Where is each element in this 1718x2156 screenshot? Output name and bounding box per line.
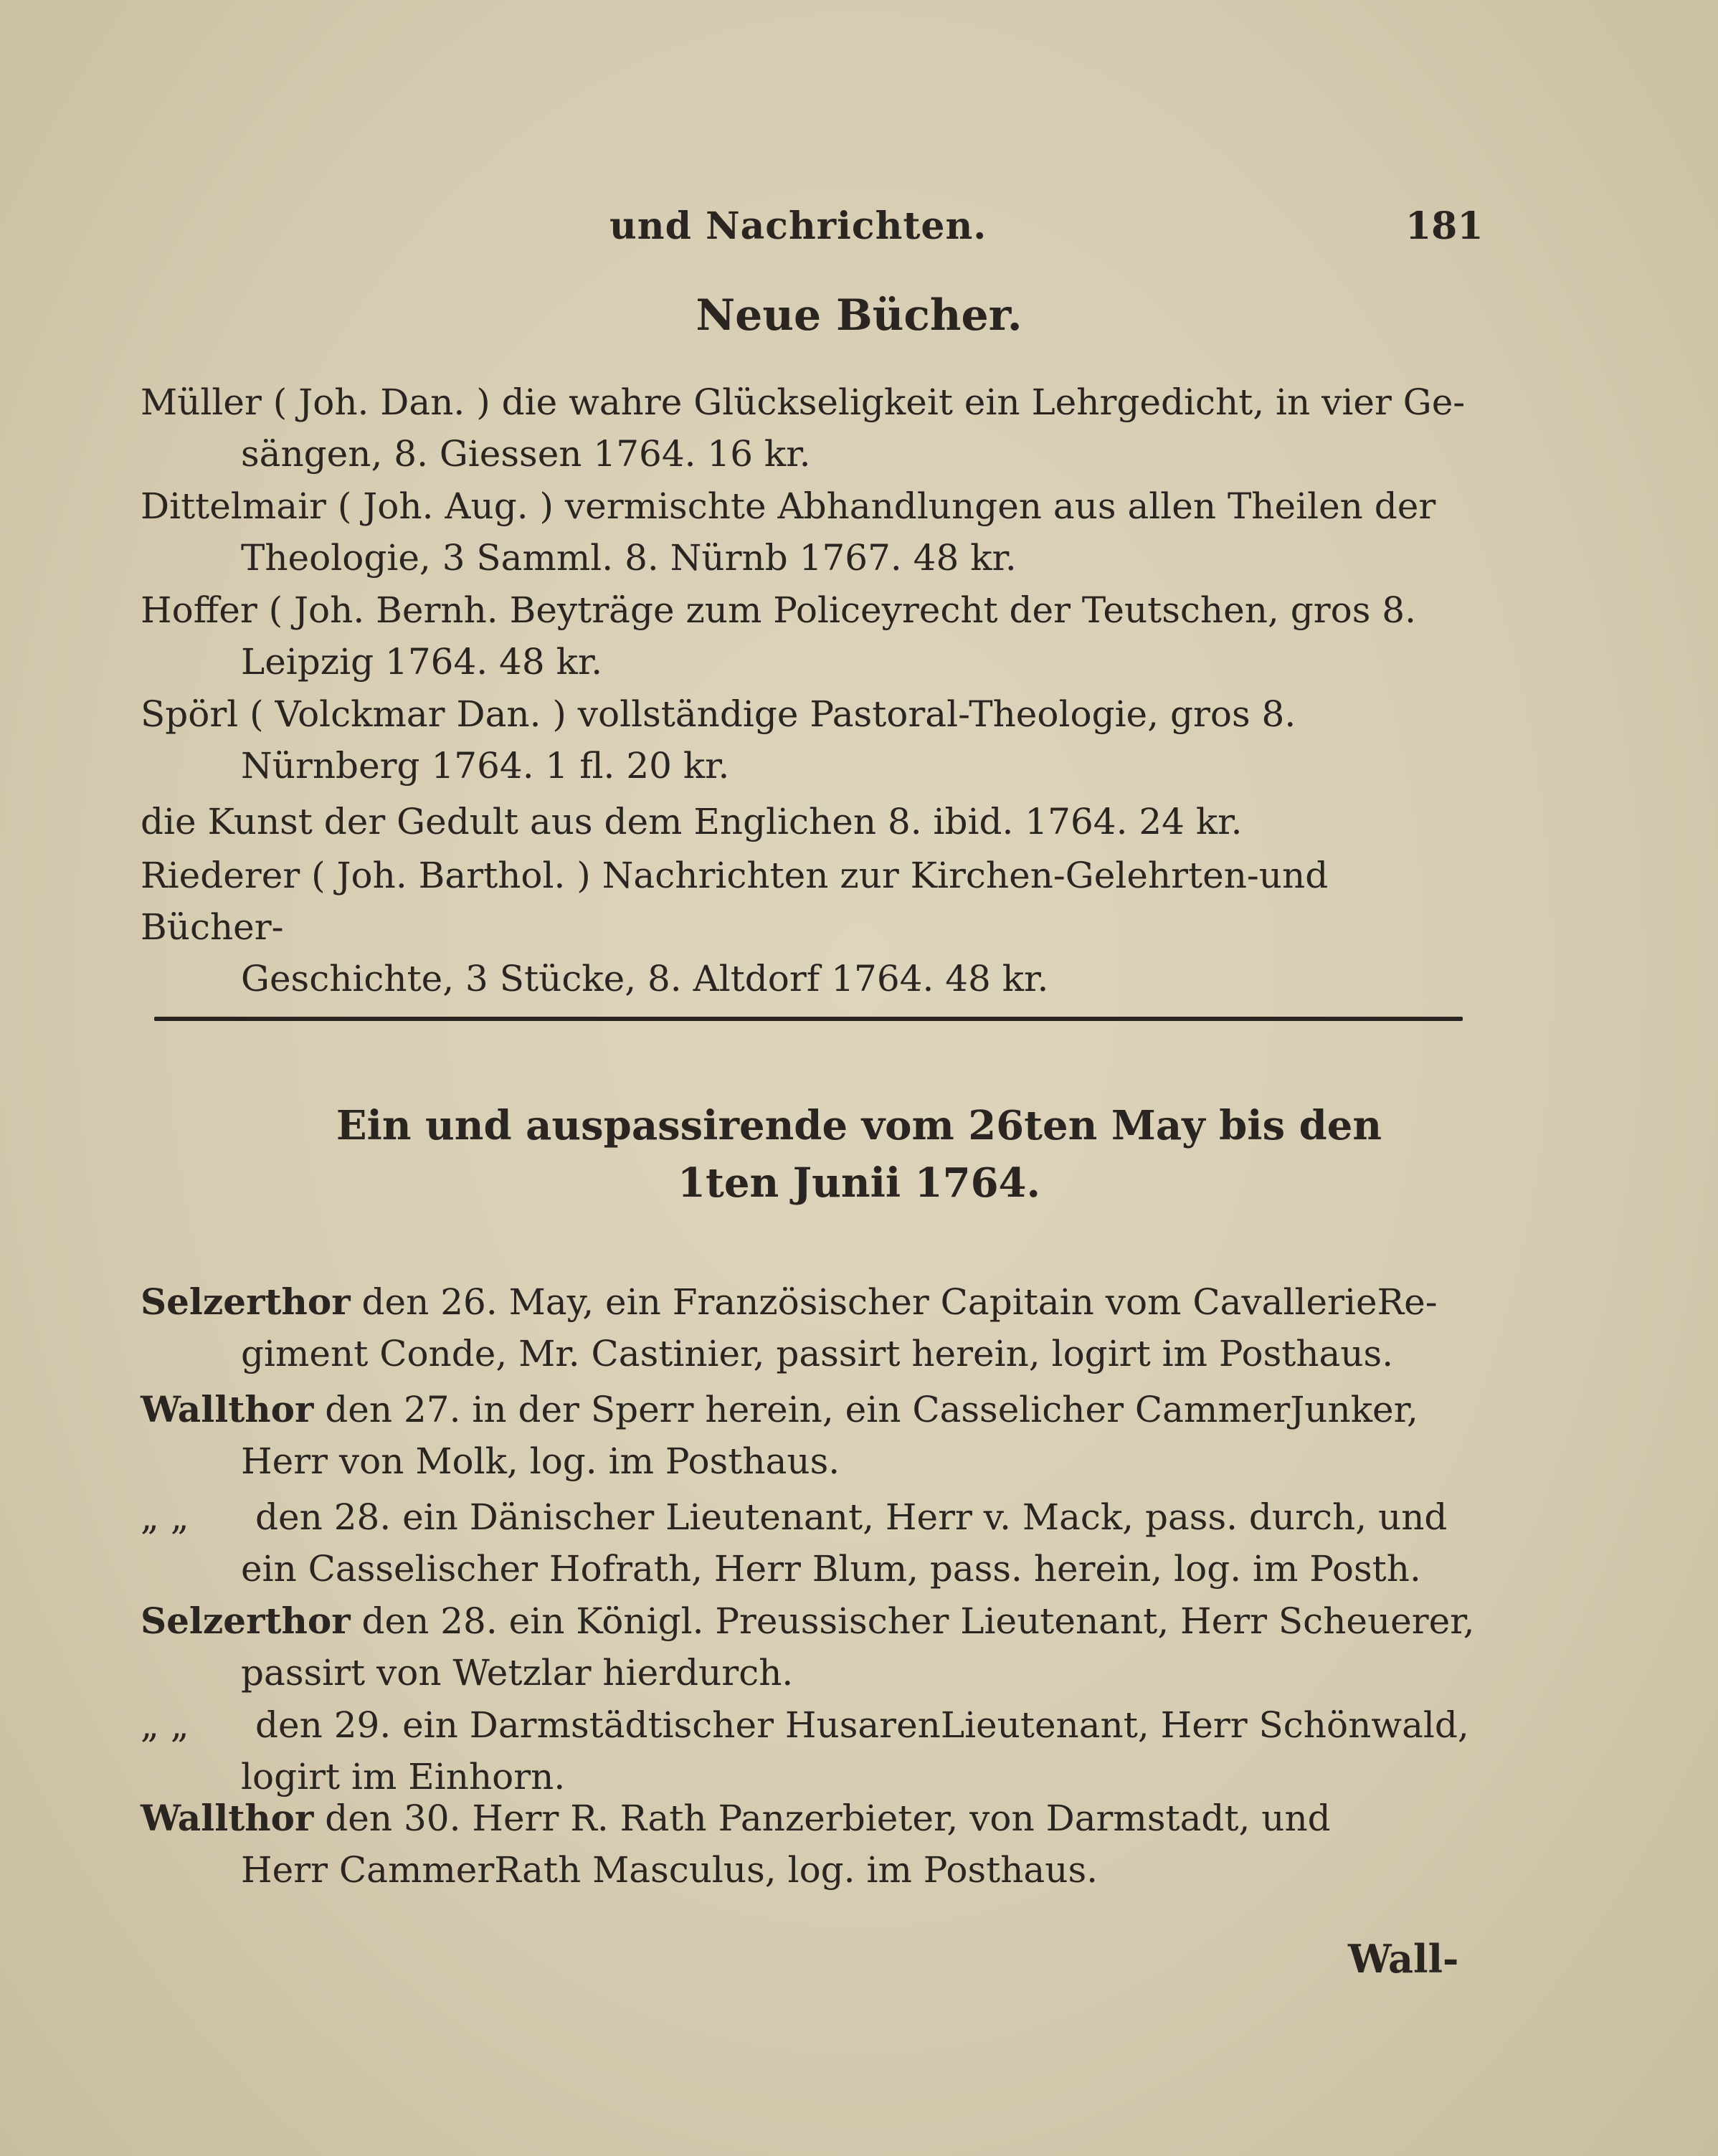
- book-entry: [141, 480, 1481, 584]
- book-entry: [141, 376, 1481, 480]
- arrival-gate: Selzerthor: [141, 1600, 351, 1642]
- arrival-entry-line1: den 26. May, ein Französischer Capitain vom CavallerieRe-: [361, 1281, 1438, 1323]
- book-entry-line2: Nürnberg 1764. 1 fl. 20 kr.: [241, 745, 730, 787]
- ditto-marks: „ „: [141, 1496, 189, 1538]
- arrival-entry-line2: Herr CammerRath Masculus, log. im Posthaus.: [241, 1849, 1098, 1891]
- arrival-entry-line2: Herr von Molk, log. im Posthaus.: [241, 1440, 840, 1482]
- book-entry-line1: Dittelmair ( Joh. Aug. ) vermischte Abhandlungen aus allen Theilen der: [141, 485, 1436, 527]
- arrival-entry: [141, 1384, 1481, 1487]
- arrival-entry-line1: den 30. Herr R. Rath Panzerbieter, von Darmstadt, und: [325, 1798, 1331, 1839]
- arrival-entry-line1: den 29. ein Darmstädtischer HusarenLieutenant, Herr Schönwald,: [255, 1704, 1469, 1746]
- page-number: 181: [1405, 204, 1484, 248]
- catchword: Wall-: [1348, 1936, 1459, 1982]
- arrival-entry-line2: passirt von Wetzlar hierdurch.: [241, 1652, 794, 1694]
- book-entry-line1: Spörl ( Volckmar Dan. ) vollständige Pastoral-Theologie, gros 8.: [141, 693, 1296, 735]
- book-entry-line1: die Kunst der Gedult aus dem Englichen 8. ibid. 1764. 24 kr.: [141, 801, 1243, 842]
- book-entry-line2: Leipzig 1764. 48 kr.: [241, 641, 603, 683]
- arrival-entry: [141, 1699, 1481, 1803]
- arrival-gate: Selzerthor: [141, 1281, 351, 1323]
- arrival-entry-line2: logirt im Einhorn.: [241, 1756, 566, 1798]
- book-entry-line1: Müller ( Joh. Dan. ) die wahre Glückseligkeit ein Lehrgedicht, in vier Ge-: [141, 381, 1466, 423]
- book-entry: [141, 688, 1481, 792]
- arrival-entry: [141, 1792, 1481, 1896]
- book-entry-line1: Hoffer ( Joh. Bernh. Beyträge zum Policeyrecht der Teutschen, gros 8.: [141, 589, 1416, 631]
- book-entry: [141, 584, 1481, 688]
- arrival-entry: [141, 1595, 1481, 1699]
- books-section-heading: Neue Bücher.: [696, 290, 1022, 341]
- book-entry-line2: sängen, 8. Giessen 1764. 16 kr.: [241, 433, 811, 475]
- book-entry: [141, 850, 1481, 1005]
- arrival-entry-line1: den 28. ein Dänischer Lieutenant, Herr v. Mack, pass. durch, und: [255, 1496, 1448, 1538]
- section-divider: [154, 1017, 1463, 1021]
- arrivals-heading-line2: 1ten Junii 1764.: [678, 1159, 1040, 1207]
- running-header: und Nachrichten.: [609, 204, 987, 248]
- arrival-entry: [141, 1276, 1481, 1379]
- book-entry-line2: Theologie, 3 Samml. 8. Nürnb 1767. 48 kr.: [241, 537, 1017, 579]
- arrival-entry-line1: den 27. in der Sperr herein, ein Casselicher CammerJunker,: [325, 1389, 1418, 1430]
- ditto-marks: „ „: [141, 1704, 189, 1746]
- book-entry-line1: Riederer ( Joh. Barthol. ) Nachrichten zur Kirchen-Gelehrten-und Bücher-: [141, 855, 1329, 948]
- arrival-entry-line2: ein Casselischer Hofrath, Herr Blum, pass. herein, log. im Posth.: [241, 1548, 1421, 1590]
- arrival-entry-line2: giment Conde, Mr. Castinier, passirt herein, logirt im Posthaus.: [241, 1333, 1394, 1374]
- arrival-gate: Wallthor: [141, 1388, 314, 1430]
- arrivals-heading-line1: Ein und auspassirende vom 26ten May bis den: [336, 1102, 1382, 1149]
- arrival-entry-line1: den 28. ein Königl. Preussischer Lieutenant, Herr Scheuerer,: [361, 1600, 1475, 1642]
- book-entry: [141, 796, 1481, 847]
- arrival-entry: [141, 1491, 1481, 1595]
- arrival-gate: Wallthor: [141, 1797, 314, 1839]
- book-entry-line2: Geschichte, 3 Stücke, 8. Altdorf 1764. 48 kr.: [241, 958, 1049, 999]
